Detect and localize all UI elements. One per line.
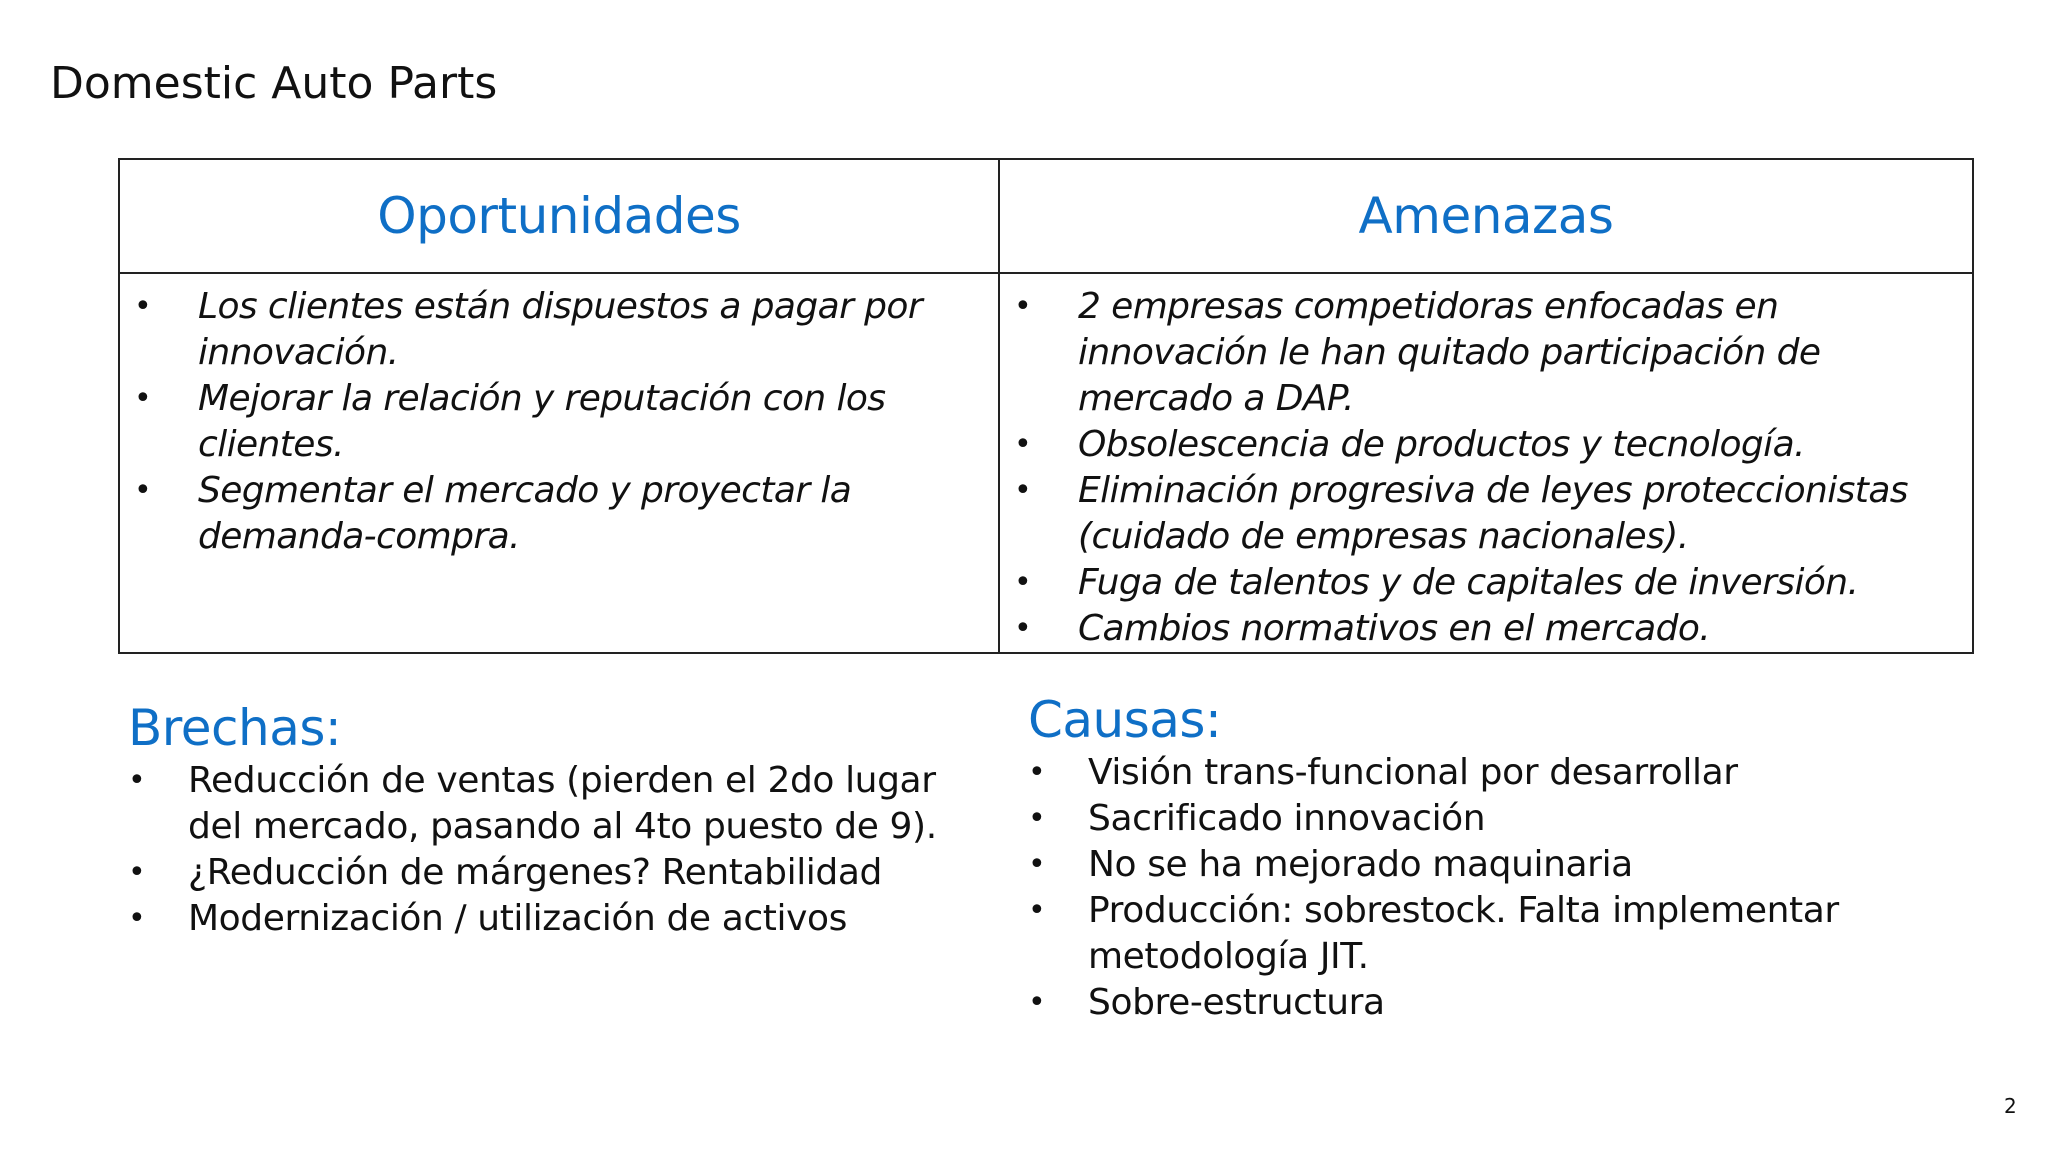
bullet-icon: • bbox=[1028, 985, 1046, 1020]
bullet-icon: • bbox=[134, 473, 152, 508]
list-item bbox=[128, 896, 998, 942]
opportunities-heading: Oportunidades bbox=[119, 159, 999, 273]
bullet-icon: • bbox=[1028, 755, 1046, 790]
threats-list bbox=[1000, 284, 1972, 652]
threat-text: Cambios normativos en el mercado. bbox=[1078, 608, 1711, 649]
list-item bbox=[134, 376, 998, 468]
list-item bbox=[1028, 980, 1948, 1026]
opportunities-threats-table bbox=[118, 158, 1974, 654]
brechas-list bbox=[128, 758, 998, 942]
opportunity-text: Mejorar la relación y reputación con los clientes. bbox=[198, 378, 886, 465]
list-item bbox=[128, 850, 998, 896]
opportunities-cell bbox=[119, 273, 999, 653]
causas-section bbox=[1028, 690, 1948, 1026]
bullet-icon: • bbox=[134, 289, 152, 324]
causas-list bbox=[1028, 750, 1948, 1026]
brecha-text: Reducción de ventas (pierden el 2do lugar del mercado, pasando al 4to puesto de 9). bbox=[188, 760, 937, 847]
bullet-icon: • bbox=[1028, 847, 1046, 882]
bullet-icon: • bbox=[128, 763, 146, 798]
bullet-icon: • bbox=[1028, 801, 1046, 836]
list-item bbox=[134, 468, 998, 560]
threat-text: Obsolescencia de productos y tecnología. bbox=[1078, 424, 1805, 465]
bullet-icon: • bbox=[1014, 427, 1032, 462]
list-item bbox=[134, 284, 998, 376]
list-item bbox=[1014, 468, 1972, 560]
causa-text: Sacrificado innovación bbox=[1088, 798, 1486, 839]
list-item bbox=[1028, 842, 1948, 888]
opportunities-list bbox=[120, 284, 998, 560]
bullet-icon: • bbox=[128, 855, 146, 890]
bullet-icon: • bbox=[1014, 565, 1032, 600]
bullet-icon: • bbox=[128, 901, 146, 936]
opportunity-text: Los clientes están dispuestos a pagar por innovación. bbox=[198, 286, 923, 373]
brechas-title: Brechas: bbox=[128, 699, 342, 757]
list-item bbox=[1028, 796, 1948, 842]
causa-text: Producción: sobrestock. Falta implementar metodología JIT. bbox=[1088, 890, 1839, 977]
threat-text: 2 empresas competidoras enfocadas en innovación le han quitado participación de mercado a DAP. bbox=[1078, 286, 1821, 419]
list-item bbox=[1014, 422, 1972, 468]
table-header-row bbox=[119, 159, 1973, 273]
bullet-icon: • bbox=[1014, 611, 1032, 646]
threats-cell bbox=[999, 273, 1973, 653]
causas-title: Causas: bbox=[1028, 691, 1222, 749]
bullet-icon: • bbox=[1014, 289, 1032, 324]
list-item bbox=[1028, 750, 1948, 796]
list-item bbox=[1014, 284, 1972, 422]
opportunity-text: Segmentar el mercado y proyectar la demanda-compra. bbox=[198, 470, 852, 557]
threat-text: Eliminación progresiva de leyes proteccionistas (cuidado de empresas nacionales). bbox=[1078, 470, 1908, 557]
bullet-icon: • bbox=[1028, 893, 1046, 928]
causa-text: Visión trans-funcional por desarrollar bbox=[1088, 752, 1738, 793]
bullet-icon: • bbox=[1014, 473, 1032, 508]
causa-text: No se ha mejorado maquinaria bbox=[1088, 844, 1633, 885]
table-body-row bbox=[119, 273, 1973, 653]
list-item bbox=[1014, 606, 1972, 652]
bullet-icon: • bbox=[134, 381, 152, 416]
brechas-section bbox=[128, 698, 998, 942]
threat-text: Fuga de talentos y de capitales de inversión. bbox=[1078, 562, 1859, 603]
brecha-text: ¿Reducción de márgenes? Rentabilidad bbox=[188, 852, 882, 893]
list-item bbox=[1014, 560, 1972, 606]
causa-text: Sobre-estructura bbox=[1088, 982, 1385, 1023]
slide-title: Domestic Auto Parts bbox=[50, 58, 498, 109]
list-item bbox=[128, 758, 998, 850]
brecha-text: Modernización / utilización de activos bbox=[188, 898, 847, 939]
page-number: 2 bbox=[2004, 1094, 2017, 1118]
list-item bbox=[1028, 888, 1948, 980]
threats-heading: Amenazas bbox=[999, 159, 1973, 273]
